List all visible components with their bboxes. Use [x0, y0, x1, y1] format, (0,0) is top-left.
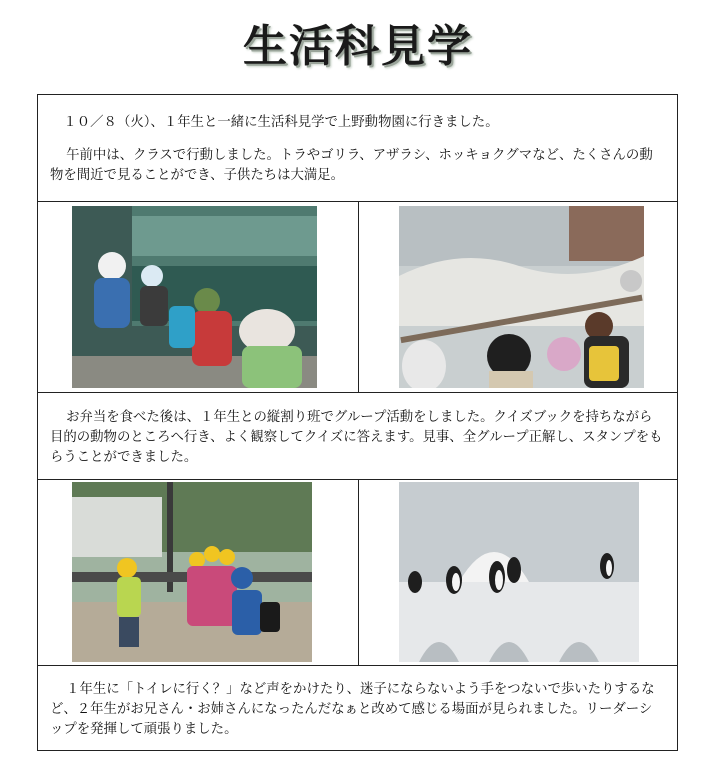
photo-yellow-hats: [72, 482, 312, 662]
column-divider: [358, 479, 359, 665]
photo-polar-bear: [399, 206, 644, 388]
column-divider: [358, 201, 359, 392]
intro-text: [38, 113, 677, 186]
report-frame: [37, 94, 678, 751]
divider: [38, 392, 677, 393]
middle-paragraph: お弁当を食べた後は、１年生との縦割り班でグループ活動をしました。クイズブックを持ちながら目的の動物のところへ行き、よく観察してクイズに答えます。見事、全グループ正解し、スタンプをもらうことができました。: [50, 410, 663, 465]
divider: [38, 665, 677, 666]
closing-text: [38, 680, 677, 740]
photo-aquarium: [72, 206, 317, 388]
middle-text: [38, 408, 677, 468]
page-title: 生活科見学: [243, 21, 473, 72]
photo-penguins: [399, 482, 639, 662]
intro-line-2: 午前中は、クラスで行動しました。トラやゴリラ、アザラシ、ホッキョクグマなど、たくさんの動物を間近で見ることができ、子供たちは大満足。: [50, 148, 653, 183]
closing-paragraph: １年生に「トイレに行く？」など声をかけたり、迷子にならないよう手をつないで歩いたりするなど、２年生がお兄さん・お姉さんになったんだなぁと改めて感じる場面が見られました。リーダーシップを発揮して頑張りました。: [50, 682, 655, 737]
intro-line-1: １０／８（火）、１年生と一緒に生活科見学で上野動物園に行きました。: [63, 115, 499, 130]
